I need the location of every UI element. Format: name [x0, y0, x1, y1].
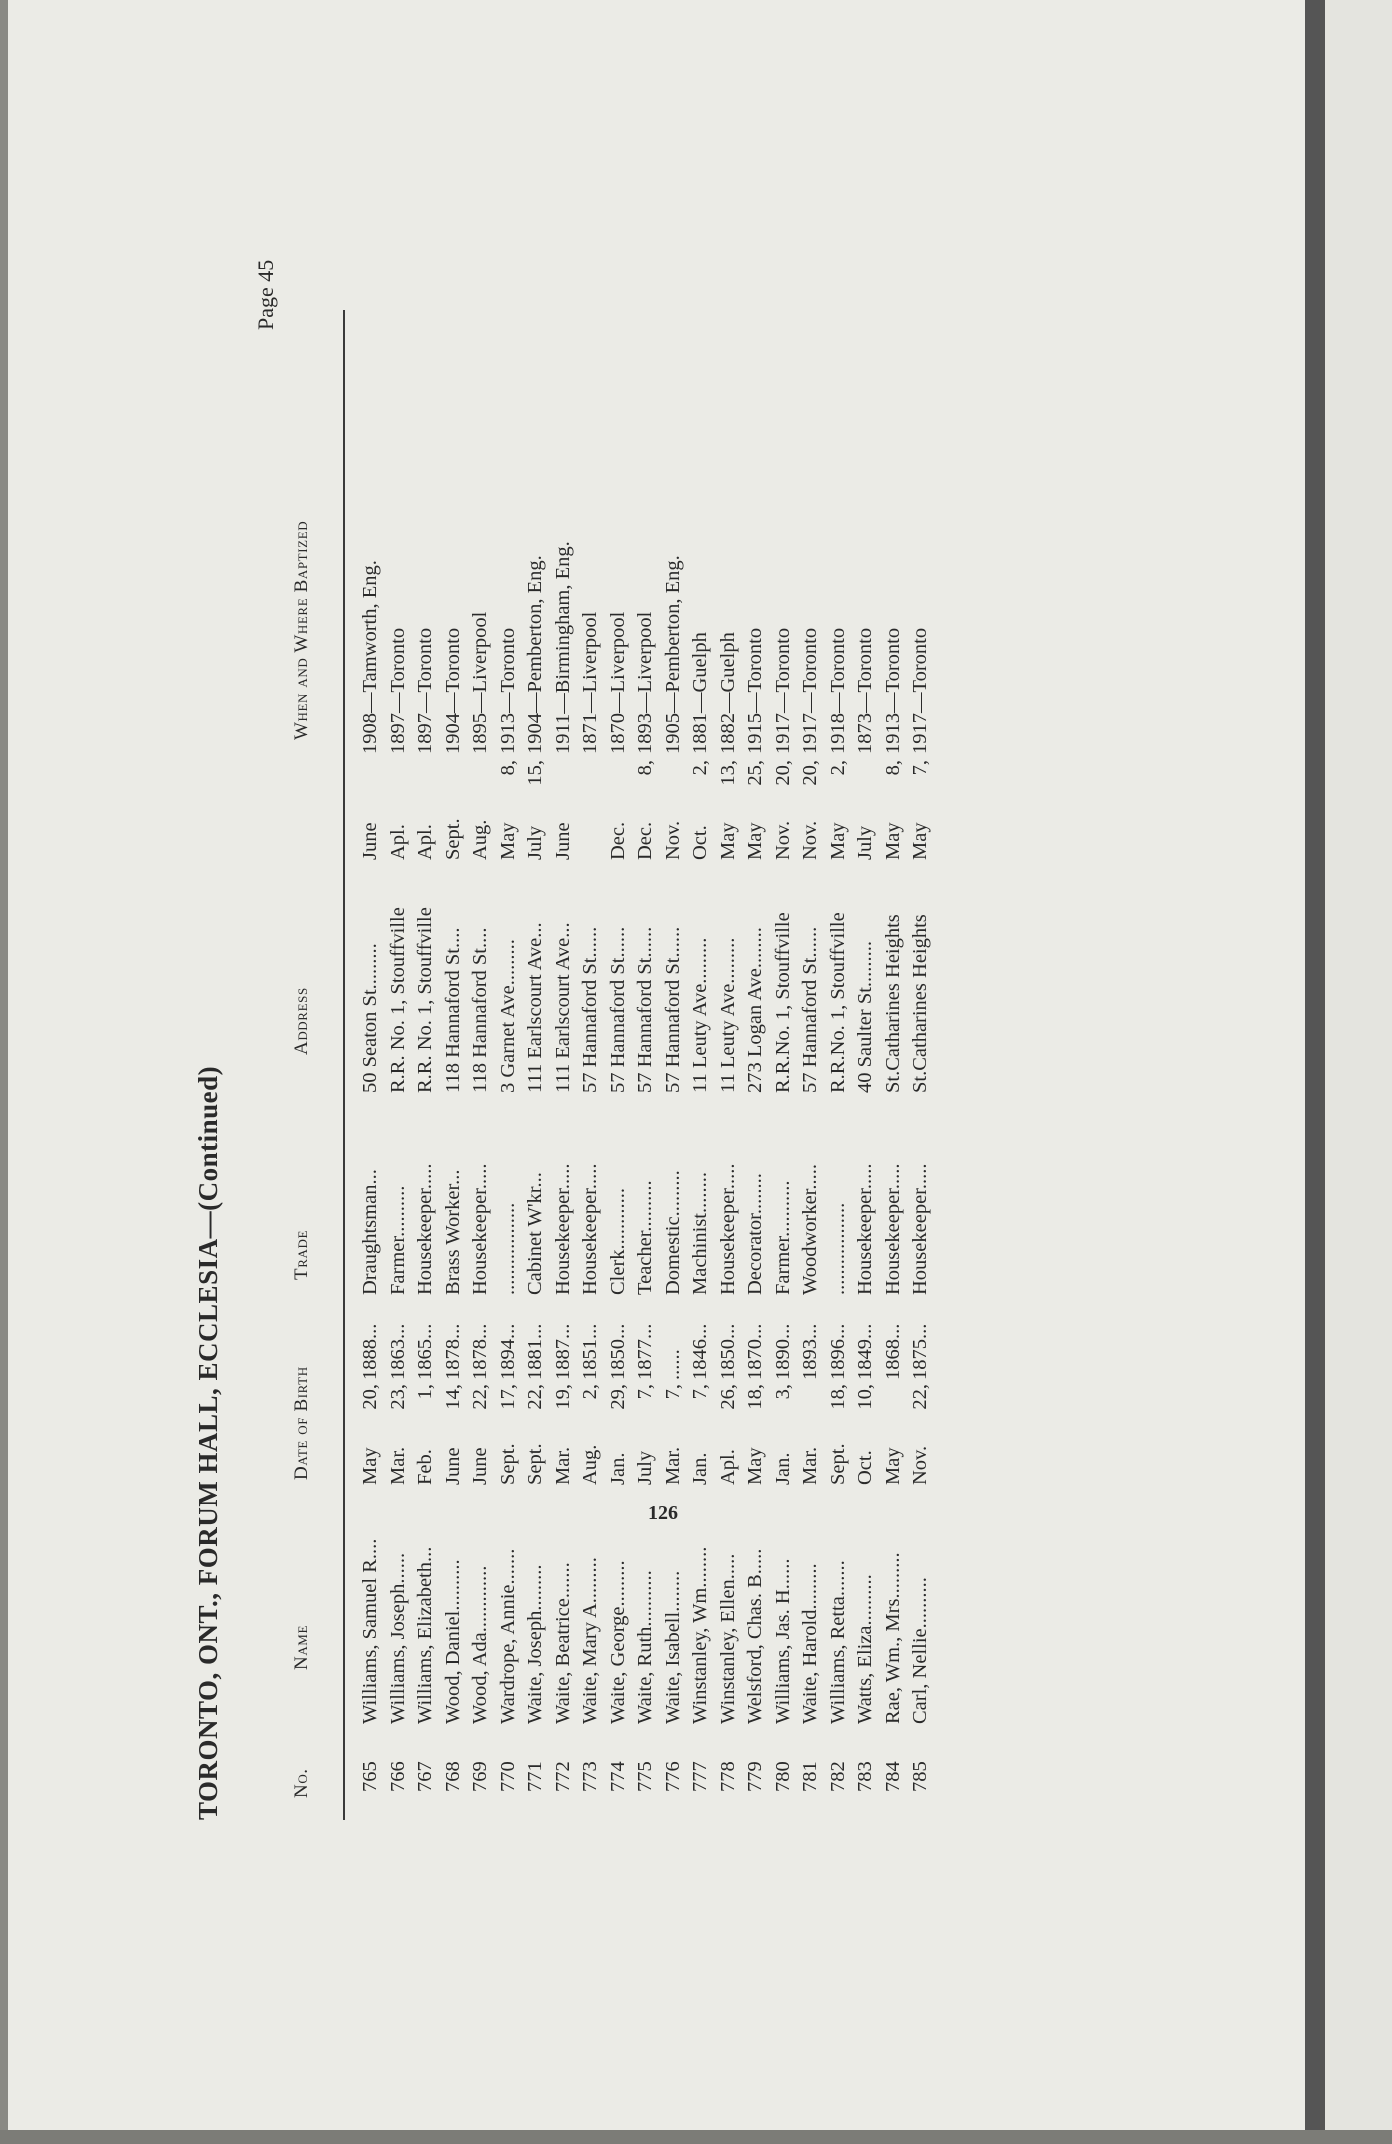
cell-bmonth: Dec. — [634, 821, 656, 860]
cell-bmonth: Nov. — [771, 820, 794, 860]
cell-bmonth: June — [551, 822, 574, 860]
header-rule — [343, 310, 345, 1820]
table-row — [772, 300, 800, 1820]
cell-year: 1868... — [881, 1323, 904, 1380]
cell-month: June — [469, 1447, 491, 1485]
table-row — [744, 300, 772, 1820]
cell-address: 118 Hannaford St.... — [469, 927, 491, 1093]
cell-name: Williams, Jas. H...... — [771, 1558, 794, 1724]
cell-day: 3, — [771, 1384, 794, 1400]
cell-bplace: 1905—Pemberton, Eng. — [661, 555, 684, 754]
cell-no: 772 — [551, 1761, 574, 1792]
cell-year: 1850... — [716, 1323, 739, 1380]
cell-bplace: 1873—Toronto — [854, 627, 876, 754]
cell-name: Rae, Wm., Mrs......... — [881, 1552, 904, 1724]
cell-month: June — [441, 1447, 464, 1485]
table-row — [387, 300, 415, 1820]
cell-trade: Woodworker..... — [799, 1163, 821, 1295]
cell-trade: Domestic......... — [661, 1170, 684, 1295]
cell-bmonth: Sept. — [441, 818, 464, 860]
cell-bmonth: May — [744, 822, 766, 860]
cell-name: Winstanley, Ellen..... — [716, 1553, 739, 1724]
cell-month: Sept. — [826, 1443, 849, 1485]
cell-year: 1878... — [441, 1323, 464, 1380]
cell-address: R.R. No. 1, Stouffville — [414, 907, 436, 1093]
cell-name: Welsford, Chas. B..... — [744, 1548, 766, 1724]
cell-trade: Farmer.......... — [386, 1185, 409, 1295]
cell-bmonth: Apl. — [386, 824, 409, 860]
document-page — [8, 0, 1308, 2136]
cell-month: May — [359, 1447, 381, 1485]
cell-trade: .................. — [826, 1202, 849, 1295]
table-row — [497, 300, 525, 1820]
cell-trade: Decorator........ — [744, 1173, 766, 1295]
page-title: TORONTO, ONT., FORUM HALL, ECCLESIA—(Continued) — [193, 1065, 223, 1820]
cell-month: May — [881, 1447, 904, 1485]
cell-day: 7, — [689, 1384, 711, 1400]
cell-name: Winstanley, Wm........ — [689, 1546, 711, 1724]
cell-address: 111 Earlscourt Ave... — [551, 922, 574, 1093]
cell-bplace: 1917—Toronto — [799, 627, 821, 754]
register-table — [359, 300, 937, 1820]
cell-trade: Brass Worker... — [441, 1169, 464, 1295]
cell-no: 766 — [386, 1761, 409, 1792]
cell-address: 11 Leuty Ave......... — [689, 937, 711, 1093]
cell-no: 767 — [414, 1761, 436, 1792]
cell-month: July — [634, 1450, 656, 1485]
cell-month: Sept. — [524, 1443, 546, 1485]
cell-day: 17, — [496, 1384, 519, 1410]
header-baptized: When and Where Baptized — [291, 520, 312, 740]
cell-month: Jan. — [606, 1452, 629, 1485]
cell-bday: 15, — [524, 760, 546, 786]
header-trade: Trade — [291, 1230, 312, 1280]
cell-bplace: 1915—Toronto — [744, 627, 766, 754]
cell-month: Jan. — [771, 1452, 794, 1485]
cell-trade: Teacher.......... — [634, 1180, 656, 1295]
cell-bmonth: May — [496, 822, 519, 860]
table-row — [579, 300, 607, 1820]
cell-name: Watts, Eliza.......... — [854, 1574, 876, 1724]
cell-year: 1888... — [359, 1323, 381, 1380]
cell-bplace: 1897—Toronto — [414, 627, 436, 754]
cell-trade: Farmer........... — [771, 1180, 794, 1295]
cell-trade: Housekeeper..... — [469, 1163, 491, 1295]
facing-page-edge — [1325, 0, 1392, 2144]
cell-bplace: 1908—Tamworth, Eng. — [359, 560, 381, 754]
cell-day: 19, — [551, 1384, 574, 1410]
cell-bmonth: May — [909, 822, 931, 860]
cell-year: 1865... — [414, 1323, 436, 1380]
cell-bday: 13, — [716, 760, 739, 786]
cell-trade: Draughtsman... — [359, 1169, 381, 1295]
cell-bplace: 1913—Toronto — [496, 627, 519, 754]
cell-address: 57 Hannaford St...... — [799, 926, 821, 1093]
cell-name: Wood, Daniel.......... — [441, 1559, 464, 1724]
cell-bplace: 1871—Liverpool — [579, 611, 601, 754]
cell-year: 1850... — [606, 1323, 629, 1380]
cell-month: Jan. — [689, 1452, 711, 1485]
cell-trade: Housekeeper..... — [414, 1163, 436, 1295]
cell-month: Mar. — [661, 1446, 684, 1485]
cell-no: 769 — [469, 1761, 491, 1792]
cell-name: Williams, Retta....... — [826, 1560, 849, 1724]
cell-year: 1846... — [689, 1323, 711, 1380]
cell-bplace: 1895—Liverpool — [469, 611, 491, 754]
cell-bmonth: Apl. — [414, 824, 436, 860]
cell-bday: 20, — [799, 760, 821, 786]
cell-bday: 20, — [771, 760, 794, 786]
cell-day: 7, — [661, 1384, 684, 1400]
cell-bmonth: May — [716, 822, 739, 860]
cell-year: 1877... — [634, 1323, 656, 1380]
cell-address: 111 Earlscourt Ave... — [524, 922, 546, 1093]
table-row — [607, 300, 635, 1820]
cell-name: Waite, Joseph......... — [524, 1564, 546, 1724]
cell-bmonth: Nov. — [661, 820, 684, 860]
cell-name: Waite, Ruth........... — [634, 1570, 656, 1724]
table-row — [662, 300, 690, 1820]
cell-year: 1881... — [524, 1323, 546, 1380]
cell-year: 1870... — [744, 1323, 766, 1380]
page-number: 126 — [648, 1502, 678, 1524]
table-row — [799, 300, 827, 1820]
cell-trade: Housekeeper..... — [551, 1163, 574, 1295]
cell-day: 22, — [524, 1384, 546, 1410]
table-row — [854, 300, 882, 1820]
cell-bday: 25, — [744, 760, 766, 786]
cell-address: R.R.No. 1, Stouffville — [826, 912, 849, 1093]
cell-month: Apl. — [716, 1449, 739, 1485]
cell-bmonth: July — [854, 825, 876, 860]
cell-no: 781 — [799, 1761, 821, 1792]
book-spine-shadow — [1305, 0, 1325, 2144]
cell-bday: 8, — [634, 760, 656, 776]
header-name: Name — [291, 1624, 312, 1670]
cell-month: Aug. — [579, 1444, 601, 1485]
cell-address: 40 Saulter St......... — [854, 940, 876, 1093]
cell-month: Mar. — [799, 1446, 821, 1485]
cell-no: 770 — [496, 1761, 519, 1792]
cell-bmonth: Oct. — [689, 825, 711, 860]
cell-month: Feb. — [414, 1449, 436, 1485]
header-address: Address — [291, 987, 312, 1055]
table-row — [689, 300, 717, 1820]
cell-trade: Housekeeper..... — [909, 1163, 931, 1295]
cell-year: 1878... — [469, 1323, 491, 1380]
cell-address: 57 Hannaford St...... — [661, 926, 684, 1093]
cell-bplace: 1904—Toronto — [441, 627, 464, 754]
cell-year: 1890... — [771, 1323, 794, 1380]
cell-bplace: 1917—Toronto — [909, 627, 931, 754]
cell-bmonth: Aug. — [469, 819, 491, 860]
cell-name: Wood, Ada............. — [469, 1565, 491, 1724]
cell-bday: 2, — [689, 760, 711, 776]
cell-bmonth: May — [826, 822, 849, 860]
cell-bmonth: May — [881, 822, 904, 860]
scan-bottom-shadow — [0, 2130, 1392, 2144]
cell-month: Mar. — [386, 1446, 409, 1485]
rotated-content — [193, 40, 1093, 1820]
header-no: No. — [291, 1768, 312, 1798]
cell-address: R.R. No. 1, Stouffville — [386, 907, 409, 1093]
cell-bplace: 1911—Birmingham, Eng. — [551, 541, 574, 754]
cell-day: 29, — [606, 1384, 629, 1410]
cell-no: 779 — [744, 1761, 766, 1792]
cell-bmonth: June — [359, 822, 381, 860]
cell-address: 57 Hannaford St...... — [606, 926, 629, 1093]
cell-trade: Clerk............ — [606, 1187, 629, 1295]
cell-bmonth: Nov. — [799, 820, 821, 860]
cell-trade: Machinist........ — [689, 1172, 711, 1295]
cell-no: 771 — [524, 1761, 546, 1792]
cell-day: 1, — [414, 1384, 436, 1400]
cell-address: 57 Hannaford St...... — [579, 926, 601, 1093]
table-row — [524, 300, 552, 1820]
table-row — [442, 300, 470, 1820]
cell-year: ...... — [661, 1349, 684, 1380]
table-row — [882, 300, 910, 1820]
cell-address: 50 Seaton St......... — [359, 943, 381, 1093]
cell-day: 22, — [469, 1384, 491, 1410]
cell-bplace: 1881—Guelph — [689, 632, 711, 754]
cell-trade: .................. — [496, 1202, 519, 1295]
cell-bplace: 1904—Pemberton, Eng. — [524, 555, 546, 754]
cell-month: Nov. — [909, 1445, 931, 1485]
cell-day: 7, — [634, 1384, 656, 1400]
cell-day: 26, — [716, 1384, 739, 1410]
cell-day: 2, — [579, 1384, 601, 1400]
cell-address: R.R.No. 1, Stouffville — [771, 912, 794, 1093]
cell-year: 1896... — [826, 1323, 849, 1380]
cell-no: 775 — [634, 1761, 656, 1792]
cell-day: 20, — [359, 1384, 381, 1410]
cell-name: Carl, Nellie.......... — [909, 1577, 931, 1724]
cell-year: 1893... — [799, 1323, 821, 1380]
cell-bmonth: July — [524, 825, 546, 860]
cell-month: Mar. — [551, 1446, 574, 1485]
cell-no: 773 — [579, 1761, 601, 1792]
cell-no: 782 — [826, 1761, 849, 1792]
cell-address: 57 Hannaford St...... — [634, 926, 656, 1093]
cell-name: Waite, Mary A......... — [579, 1557, 601, 1724]
cell-address: St.Catharines Heights — [909, 914, 931, 1093]
cell-address: 3 Garnet Ave......... — [496, 939, 519, 1093]
cell-name: Wardrope, Annie....... — [496, 1548, 519, 1724]
cell-bplace: 1893—Liverpool — [634, 611, 656, 754]
table-row — [469, 300, 497, 1820]
cell-no: 778 — [716, 1761, 739, 1792]
cell-year: 1863... — [386, 1323, 409, 1380]
cell-year: 1894... — [496, 1323, 519, 1380]
table-row — [359, 300, 387, 1820]
cell-bplace: 1870—Liverpool — [606, 611, 629, 754]
cell-address: 273 Logan Ave........ — [744, 927, 766, 1093]
cell-name: Williams, Elizabeth... — [414, 1546, 436, 1724]
cell-no: 783 — [854, 1761, 876, 1792]
page-label: Page 45 — [253, 259, 278, 330]
cell-name: Waite, Harold......... — [799, 1563, 821, 1724]
cell-name: Williams, Joseph...... — [386, 1552, 409, 1724]
table-row — [552, 300, 580, 1820]
cell-trade: Housekeeper..... — [579, 1163, 601, 1295]
cell-bday: 7, — [909, 760, 931, 776]
cell-day: 18, — [744, 1384, 766, 1410]
cell-no: 774 — [606, 1761, 629, 1792]
table-row — [634, 300, 662, 1820]
table-row — [414, 300, 442, 1820]
cell-day: 18, — [826, 1384, 849, 1410]
cell-year: 1887... — [551, 1323, 574, 1380]
cell-trade: Cabinet W'kr... — [524, 1172, 546, 1295]
cell-name: Waite, Isabell........ — [661, 1570, 684, 1724]
table-row — [717, 300, 745, 1820]
cell-no: 765 — [359, 1761, 381, 1792]
cell-year: 1875... — [909, 1323, 931, 1380]
cell-no: 768 — [441, 1761, 464, 1792]
cell-month: Sept. — [496, 1443, 519, 1485]
cell-name: Waite, Beatrice....... — [551, 1562, 574, 1724]
cell-address: 11 Leuty Ave......... — [716, 937, 739, 1093]
cell-bplace: 1917—Toronto — [771, 627, 794, 754]
cell-bday: 8, — [881, 760, 904, 776]
cell-month: Oct. — [854, 1450, 876, 1485]
cell-name: Williams, Samuel R.... — [359, 1538, 381, 1724]
cell-year: 1849... — [854, 1323, 876, 1380]
cell-trade: Housekeeper..... — [854, 1163, 876, 1295]
cell-day: 23, — [386, 1384, 409, 1410]
table-row — [827, 300, 855, 1820]
cell-no: 785 — [909, 1761, 931, 1792]
cell-bday: 2, — [826, 760, 849, 776]
cell-no: 776 — [661, 1761, 684, 1792]
cell-trade: Housekeeper..... — [716, 1163, 739, 1295]
cell-month: May — [744, 1447, 766, 1485]
cell-year: 1851... — [579, 1323, 601, 1380]
cell-name: Waite, George......... — [606, 1560, 629, 1724]
cell-day: 14, — [441, 1384, 464, 1410]
cell-bday: 8, — [496, 760, 519, 776]
cell-no: 777 — [689, 1761, 711, 1792]
cell-bplace: 1897—Toronto — [386, 627, 409, 754]
cell-bplace: 1918—Toronto — [826, 627, 849, 754]
cell-trade: Housekeeper..... — [881, 1163, 904, 1295]
cell-day: 10, — [854, 1384, 876, 1410]
table-row — [909, 300, 937, 1820]
cell-address: 118 Hannaford St.... — [441, 927, 464, 1093]
cell-no: 780 — [771, 1761, 794, 1792]
cell-bplace: 1913—Toronto — [881, 627, 904, 754]
cell-bplace: 1882—Guelph — [716, 632, 739, 754]
cell-bmonth: Dec. — [606, 821, 629, 860]
cell-address: St.Catharines Heights — [881, 914, 904, 1093]
cell-day: 22, — [909, 1384, 931, 1410]
cell-no: 784 — [881, 1761, 904, 1792]
header-dob: Date of Birth — [291, 1366, 312, 1480]
